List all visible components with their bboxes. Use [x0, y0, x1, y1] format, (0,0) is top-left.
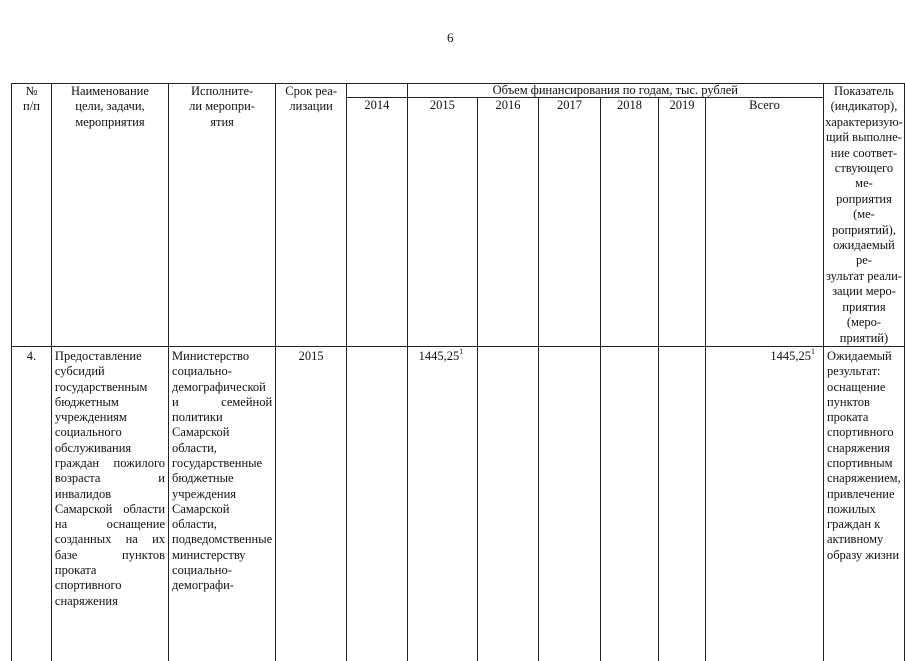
header-year-2017: 2017	[538, 98, 600, 347]
header-blank	[347, 84, 408, 98]
header-year-2019: 2019	[658, 98, 705, 347]
header-indicator: Показатель (индикатор), характеризую- щий выполне- ние соответ- ствующего ме- роприятия (ме- роприятий), ожидаемый ре- зультат реали- зации меро- приятия (меро- приятий)	[825, 84, 903, 345]
amount-2015: 1445,25	[418, 348, 460, 363]
row-result: Ожидаемый результат: оснащение пунктов проката спортивного снаряжения спортивным снаряжением, привлечение пожилых граждан к активному образу жизни	[823, 346, 904, 661]
header-year-2018: 2018	[601, 98, 659, 347]
table-header-row	[12, 84, 905, 98]
row-2018	[601, 346, 659, 661]
table-row	[12, 346, 905, 661]
row-2014	[347, 346, 408, 661]
row-2015	[407, 346, 478, 661]
header-name: Наименование цели, задачи, мероприятия	[51, 84, 168, 347]
row-2019	[658, 346, 705, 661]
header-year-2014: 2014	[347, 98, 408, 347]
row-term: 2015	[276, 346, 347, 661]
header-executor: Исполните- ли меропри- ятия	[169, 84, 276, 347]
row-num: 4.	[12, 346, 52, 661]
header-year-2015: 2015	[407, 98, 478, 347]
footnote-mark: 1	[810, 346, 815, 356]
program-activities-table	[11, 83, 905, 661]
page-number: 6	[447, 30, 454, 45]
row-2016	[478, 346, 539, 661]
header-num: № п/п	[12, 84, 52, 347]
row-total	[706, 346, 824, 661]
footnote-mark: 1	[459, 346, 464, 356]
header-funding-title: Объем финансирования по годам, тыс. рублей	[407, 84, 823, 98]
row-2017	[538, 346, 600, 661]
header-term: Срок реа- лизации	[276, 84, 347, 347]
header-year-2016: 2016	[478, 98, 539, 347]
header-total: Всего	[706, 98, 824, 347]
row-name: Предоставление субсидий государственным бюджетным учреждениям социального обслуживания граждан пожилого возраста и инвалидов Самарской области на оснащение созданных на их базе пунктов проката спортивного снаряжения	[51, 346, 168, 661]
amount-total: 1445,25	[770, 348, 811, 363]
row-executor: Министерство социально-демографической и семейной политики Самарской области, государственные бюджетные учреждения Самарской области, подведомственные министерству социально-демографи-	[169, 346, 276, 661]
